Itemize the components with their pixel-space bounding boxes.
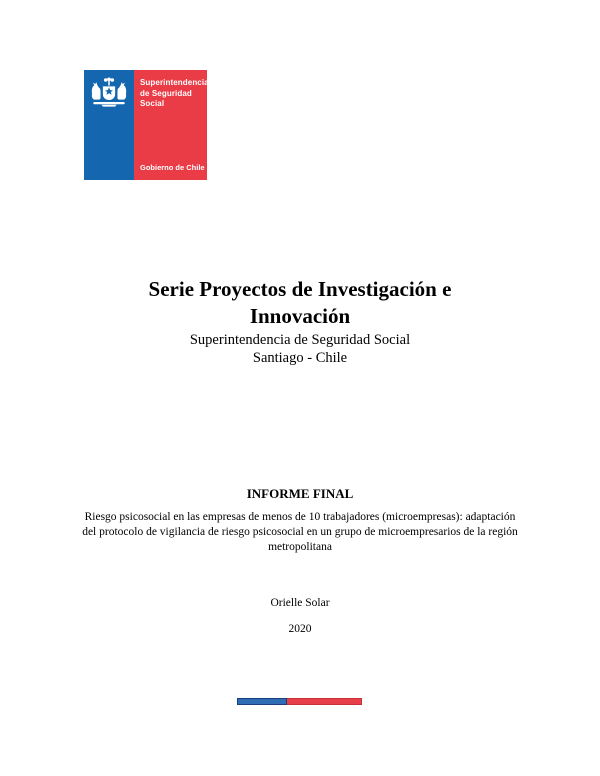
logo-org-line: Social [140,99,165,108]
report-title-line: del protocolo de vigilancia de riesgo psicosocial en un grupo de microempresarios de la región [82,526,518,538]
chile-coat-of-arms-icon [90,77,128,109]
logo-org-line: de Seguridad [140,88,192,98]
subtitle-organization: Superintendencia de Seguridad Social [189,332,411,348]
report-title-line: metropolitana [268,541,332,553]
author-name: Orielle Solar [270,597,330,609]
series-title [0,276,600,330]
logo-org-name [140,78,209,110]
subtitle-location: Santiago - Chile [252,349,348,366]
cover-subtitle [0,332,600,367]
publication-year: 2020 [288,623,312,635]
report-heading: INFORME FINAL [246,486,354,501]
series-title-line1: Serie Proyectos de Investigación e [148,277,452,301]
report-title [78,510,522,555]
flag-color-bar [237,698,362,705]
logo-org-line: Superintendencia [140,78,209,87]
series-title-line2: Innovación [249,304,351,328]
soss-logo [84,70,207,180]
flag-bar-red-segment [287,698,362,705]
logo-red-panel [134,70,207,180]
logo-government-label: Gobierno de Chile [140,163,205,172]
logo-blue-panel [84,70,134,180]
report-title-line: Riesgo psicosocial en las empresas de menos de 10 trabajadores (microempresas): adaptación [84,511,516,523]
flag-bar-blue-segment [237,698,287,705]
